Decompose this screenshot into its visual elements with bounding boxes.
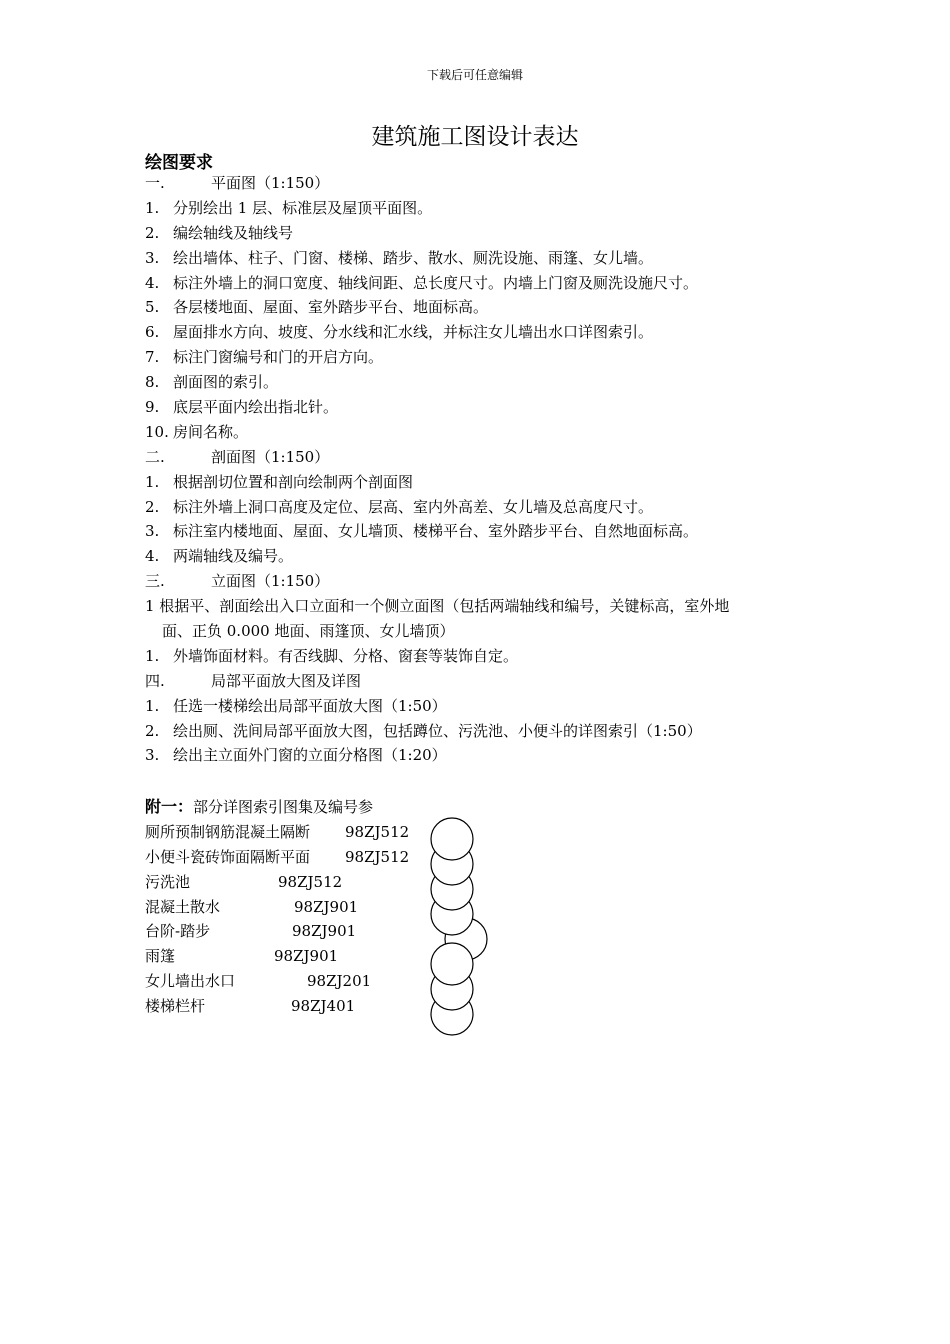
list-item: 6. 屋面排水方向、坡度、分水线和汇水线，并标注女儿墙出水口详图索引。	[145, 323, 654, 342]
list-item: 3. 绘出主立面外门窗的立面分格图（1:20）	[145, 746, 447, 765]
list-item: 8. 剖面图的索引。	[145, 373, 279, 392]
list-item: 2. 绘出厕、洗间局部平面放大图，包括蹲位、污洗池、小便斗的详图索引（1:50）	[145, 721, 702, 740]
list-item: 1. 分别绘出 1 层、标准层及屋顶平面图。	[145, 198, 433, 217]
document-title: 建筑施工图设计表达	[371, 124, 579, 150]
list-item: 1. 根据剖切位置和剖向绘制两个剖面图	[145, 472, 414, 491]
reference-row: 小便斗瓷砖饰面隔断平面 98ZJ512	[145, 847, 410, 866]
index-circle	[431, 943, 473, 985]
list-item: 1. 任选一楼梯绘出局部平面放大图（1:50）	[145, 696, 447, 715]
section-heading: 绘图要求	[145, 153, 213, 173]
appendix	[145, 795, 410, 1019]
appendix-heading: 附一：部分详图索引图集及编号参	[145, 797, 374, 816]
paragraph-line: 1 根据平、剖面绘出入口立面和一个侧立面图（包括两端轴线和编号，关键标高，室外地	[145, 597, 730, 616]
list-item: 3. 标注室内楼地面、屋面、女儿墙顶、楼梯平台、室外踏步平台、自然地面标高。	[145, 522, 699, 541]
reference-row: 雨篷 98ZJ901	[145, 947, 339, 966]
reference-row: 楼梯栏杆 98ZJ401	[145, 997, 356, 1016]
list-item: 4. 两端轴线及编号。	[145, 547, 294, 566]
list-item: 3. 绘出墙体、柱子、门窗、楼梯、踏步、散水、厕洗设施、雨篷、女儿墙。	[145, 248, 654, 267]
index-circle	[431, 893, 473, 935]
list-item: 10. 房间名称。	[145, 422, 249, 441]
reference-row: 台阶-踏步 98ZJ901	[145, 922, 357, 941]
reference-row: 污洗池 98ZJ512	[145, 872, 343, 891]
list-item: 5. 各层楼地面、屋面、室外踏步平台、地面标高。	[145, 298, 489, 317]
section-title: 二. 剖面图（1:150）	[145, 447, 330, 466]
index-circle	[431, 843, 473, 885]
list-item: 2. 标注外墙上洞口高度及定位、层高、室内外高差、女儿墙及总高度尺寸。	[145, 497, 654, 516]
header-note: 下载后可任意编辑	[426, 68, 523, 82]
list-item: 7. 标注门窗编号和门的开启方向。	[145, 348, 384, 367]
section-title: 三. 立面图（1:150）	[145, 572, 330, 591]
index-circle	[431, 818, 473, 860]
section-title: 一. 平面图（1:150）	[145, 174, 330, 192]
requirements-body	[145, 171, 825, 768]
index-circle	[431, 868, 473, 910]
reference-row: 女儿墙出水口 98ZJ201	[145, 972, 372, 991]
list-item: 4. 标注外墙上的洞口宽度、轴线间距、总长度尺寸。内墙上门窗及厕洗设施尺寸。	[145, 273, 699, 292]
paragraph-line: 面、正负 0.000 地面、雨篷顶、女儿墙顶）	[162, 622, 455, 641]
index-circle	[445, 918, 487, 960]
index-circle	[431, 968, 473, 1010]
section-title: 四. 局部平面放大图及详图	[145, 671, 362, 690]
reference-row: 厕所预制钢筋混凝土隔断 98ZJ512	[145, 822, 410, 841]
reference-row: 混凝土散水 98ZJ901	[145, 897, 359, 916]
list-item: 9. 底层平面内绘出指北针。	[145, 398, 339, 417]
index-circle	[431, 993, 473, 1035]
list-item: 1. 外墙饰面材料。有否线脚、分格、窗套等装饰自定。	[145, 646, 519, 665]
list-item: 2. 编绘轴线及轴线号	[145, 223, 294, 242]
